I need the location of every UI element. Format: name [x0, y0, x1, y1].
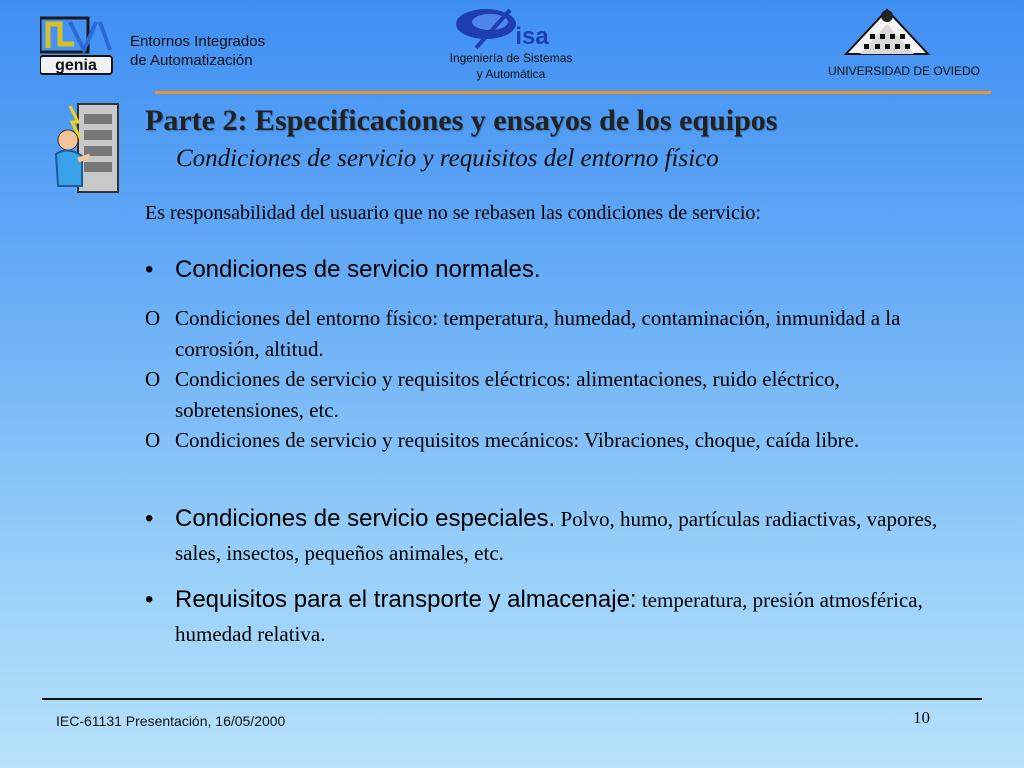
genia-title-line1: Entornos Integrados — [130, 33, 266, 50]
bullet-tail: Polvo, humo, partículas radiactivas, vapores, sales, insectos, pequeños animales, etc. — [175, 507, 938, 565]
intro-text: Es responsabilidad del usuario que no se rebasen las condiciones de servicio: — [145, 202, 761, 224]
bullet-text: Condiciones de servicio normales. — [175, 256, 541, 283]
isa-logo — [450, 6, 570, 50]
isa-caption — [430, 50, 592, 82]
bullet-text: Requisitos para el transporte y almacenaje: — [175, 586, 637, 613]
footer-presentation: IEC-61131 Presentación, 16/05/2000 — [56, 713, 286, 729]
slide-title: Parte 2: Especificaciones y ensayos de los equipos — [145, 104, 778, 137]
page-number: 10 — [913, 708, 930, 727]
sub-item-mark: O — [145, 428, 161, 452]
bullet-body — [175, 583, 955, 651]
university-name: UNIVERSIDAD DE OVIEDO — [827, 64, 980, 78]
header-divider — [155, 91, 991, 94]
bullet-mark: • — [145, 586, 154, 613]
bullet-body — [175, 502, 955, 570]
sub-item-text: Condiciones de servicio y requisitos eléctricos: alimentaciones, ruido eléctrico, sobretensiones, etc. — [175, 367, 840, 422]
bullet-tail: temperatura, presión atmosférica, humedad relativa. — [175, 588, 923, 646]
sub-item-text: Condiciones del entorno físico: temperatura, humedad, contaminación, inmunidad a la corrosión, altitud. — [175, 306, 901, 361]
university-seal — [842, 4, 932, 56]
footer-divider — [42, 698, 982, 700]
isa-caption-line1: Ingeniería de Sistemas — [449, 51, 573, 65]
sub-item-mark: O — [145, 367, 161, 391]
electrician-clipart — [52, 100, 124, 196]
sub-item-text: Condiciones de servicio y requisitos mecánicos: Vibraciones, choque, caída libre. — [175, 428, 860, 452]
isa-logo-text: isa — [515, 23, 549, 50]
isa-caption-line2: y Automática — [476, 67, 546, 81]
genia-logo — [40, 14, 116, 76]
slide-subtitle: Condiciones de servicio y requisitos del entorno físico — [176, 145, 719, 172]
bullet-mark: • — [145, 505, 154, 532]
genia-title-line2: de Automatización — [130, 52, 253, 69]
bullet-mark: • — [145, 256, 154, 283]
bullet-text: Condiciones de servicio especiales. — [175, 505, 556, 532]
sub-item-mark: O — [145, 306, 161, 330]
genia-title — [130, 32, 265, 70]
genia-logo-text: genia — [55, 57, 97, 74]
